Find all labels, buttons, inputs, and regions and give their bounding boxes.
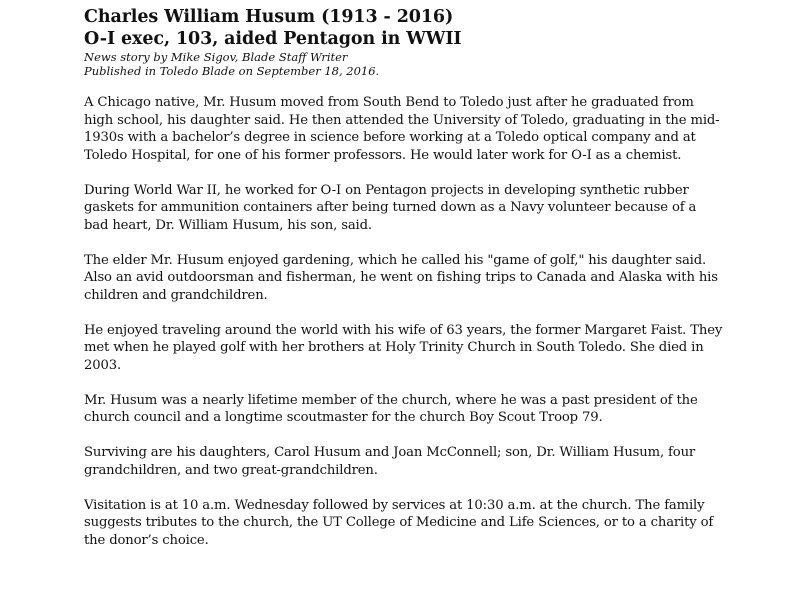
byline: News story by Mike Sigov, Blade Staff Writer (84, 50, 348, 64)
article-headline: O-I exec, 103, aided Pentagon in WWII (84, 29, 462, 49)
publication-note: Published in Toledo Blade on September 18, 2016. (84, 64, 380, 78)
paragraph-5: Mr. Husum was a nearly lifetime member of the church, where he was a past president of the church council and a longtime scoutmaster for the church Boy Scout Troop 79. (84, 392, 698, 425)
article (84, 6, 724, 567)
paragraph-7: Visitation is at 10 a.m. Wednesday followed by services at 10:30 a.m. at the church. The family suggests tributes to the church, the UT College of Medicine and Life Sciences, or to a charity of the donor’s choice. (84, 497, 714, 548)
paragraph-4: He enjoyed traveling around the world with his wife of 63 years, the former Margaret Faist. They met when he played golf with her brothers at Holy Trinity Church in South Toledo. She died in 2003. (84, 322, 723, 373)
paragraph-3: The elder Mr. Husum enjoyed gardening, which he called his "game of golf," his daughter said. Also an avid outdoorsman and fisherman, he went on fishing trips to Canada and Alaska with his children and grandchildren. (84, 252, 718, 303)
paragraph-6: Surviving are his daughters, Carol Husum and Joan McConnell; son, Dr. William Husum, four grandchildren, and two great-grandchildren. (84, 445, 696, 478)
article-title-name: Charles William Husum (1913 - 2016) (84, 7, 454, 27)
article-body (84, 94, 724, 549)
paragraph-2: During World War II, he worked for O-I on Pentagon projects in developing synthetic rubber gaskets for ammunition containers after being turned down as a Navy volunteer because of a bad heart, Dr. William Husum, his son, said. (84, 182, 697, 233)
paragraph-1: A Chicago native, Mr. Husum moved from South Bend to Toledo just after he graduated from high school, his daughter said. He then attended the University of Toledo, graduating in the mid-1930s with a bachelor’s degree in science before working at a Toledo optical company and at Toledo Hospital, for one of his former professors. He would later work for O-I as a chemist. (84, 95, 720, 163)
